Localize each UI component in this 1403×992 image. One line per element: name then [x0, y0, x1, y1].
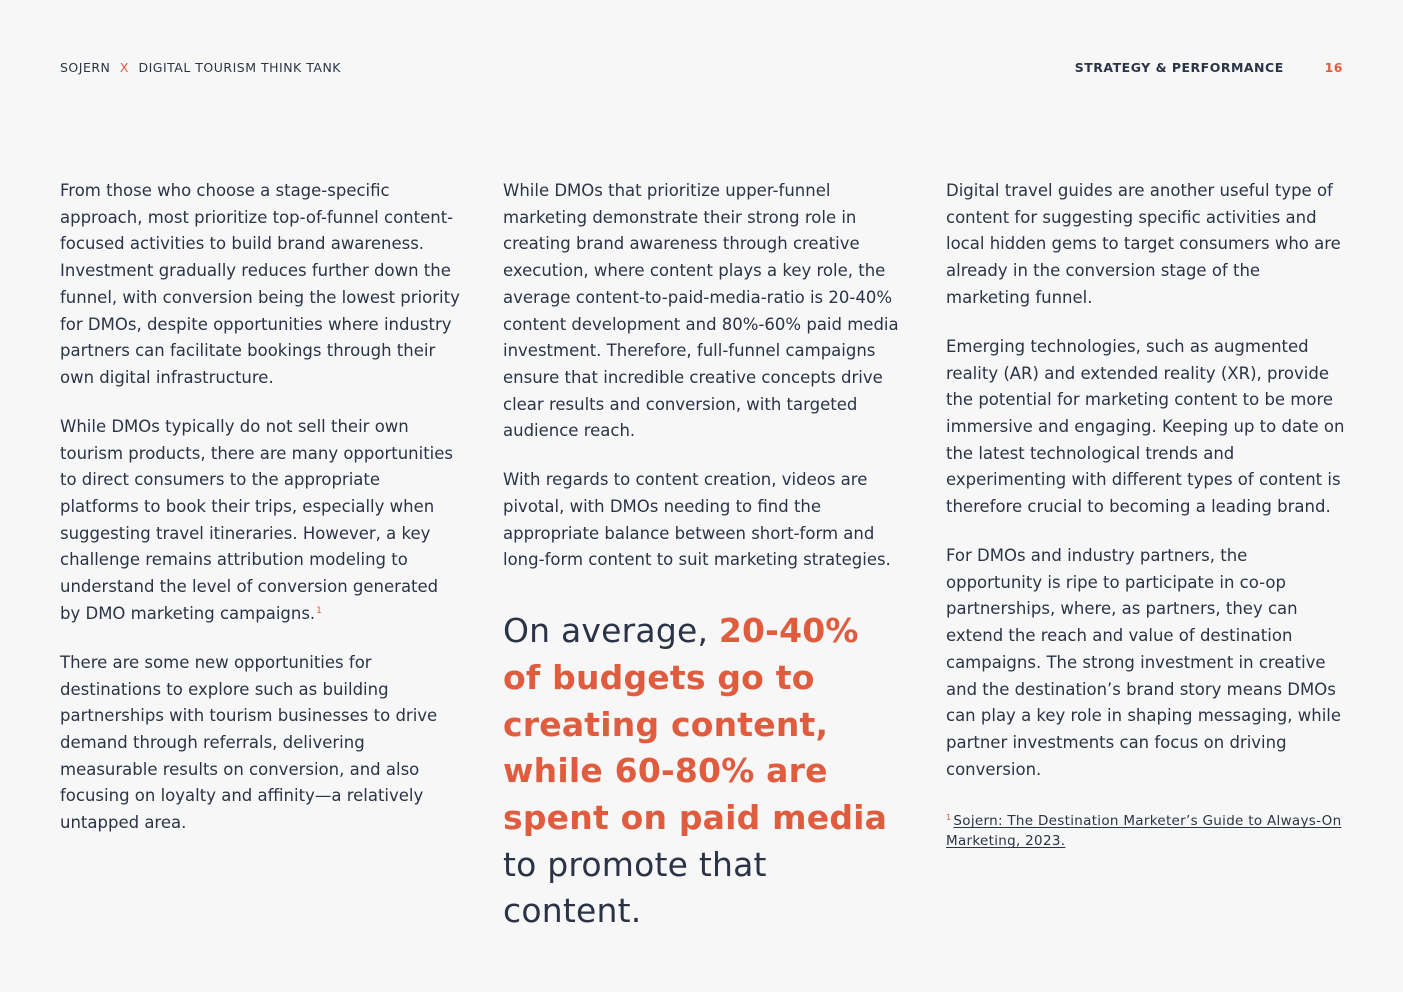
section-title: STRATEGY & PERFORMANCE — [1074, 60, 1284, 75]
paragraph: For DMOs and industry partners, the opportunity is ripe to participate in co-op partnerships, where, as partners, they can extend the reach and value of destination campaigns. The strong investment in creative and the destination’s brand story means DMOs can play a key role in shaping messaging, while partner investments can focus on driving conversion. — [946, 546, 1342, 779]
pull-quote-lead: On average, — [503, 611, 719, 651]
brand-dttt: DIGITAL TOURISM THINK TANK — [138, 60, 341, 75]
column-left — [60, 178, 460, 859]
paragraph-text: While DMOs typically do not sell their own tourism products, there are many opportunities to direct consumers to the appropriate platforms to book their trips, especially when suggesting travel itineraries. However, a key challenge remains attribution modeling to understand the level of conversion generated by DMO marketing campaigns. — [60, 416, 454, 623]
footnote-source-link[interactable]: Sojern: The Destination Marketer’s Guide to Always-On Marketing, 2023. — [946, 813, 1342, 850]
paragraph: While DMOs that prioritize upper-funnel marketing demonstrate their strong role in creating brand awareness through creative execution, where content plays a key role, the average content-to-paid-media-ratio is 20-40% content development and 80%-60% paid media investment. Therefore, full-funnel campaigns ensure that incredible creative concepts drive clear results and conversion, with targeted audience reach. — [503, 181, 899, 441]
paragraph: Emerging technologies, such as augmented reality (AR) and extended reality (XR), provide the potential for marketing content to be more immersive and engaging. Keeping up to date on the latest technological trends and experimenting with different types of content is therefore crucial to becoming a leading brand. — [946, 336, 1345, 517]
footnote-number: 1 — [946, 813, 952, 823]
pull-quote-tail: to promote that content. — [503, 844, 767, 931]
pull-quote-highlight: 20-40% of budgets go to creating content, while 60-80% are spent on paid media — [503, 611, 888, 837]
paragraph: With regards to content creation, videos are pivotal, with DMOs needing to find the appropriate balance between short-form and long-form content to suit marketing strategies. — [503, 470, 891, 570]
page-number: 16 — [1324, 60, 1343, 75]
paragraph: From those who choose a stage-specific approach, most prioritize top-of-funnel content-focused activities to build brand awareness. Investment gradually reduces further down the funnel, with conversion being the lowest priority for DMOs, despite opportunities where industry partners can facilitate bookings through their own digital infrastructure. — [60, 181, 460, 387]
footnote — [946, 811, 1346, 851]
footnote-marker[interactable]: 1 — [316, 605, 322, 616]
column-right — [946, 178, 1346, 851]
running-header-right — [1075, 60, 1343, 75]
paragraph: There are some new opportunities for destinations to explore such as building partnerships with tourism businesses to drive demand through referrals, delivering measurable results on conversion, and also focusing on loyalty and affinity—a relatively untapped area. — [60, 652, 438, 833]
paragraph-with-footnote — [60, 414, 460, 628]
brand-sojern: SOJERN — [60, 60, 111, 75]
column-middle — [503, 178, 903, 935]
running-header-left — [60, 60, 341, 75]
pull-quote — [503, 608, 903, 935]
paragraph: Digital travel guides are another useful type of content for suggesting specific activities and local hidden gems to target consumers who are already in the conversion stage of the marketing funnel. — [946, 181, 1341, 307]
brand-separator: X — [119, 60, 129, 75]
